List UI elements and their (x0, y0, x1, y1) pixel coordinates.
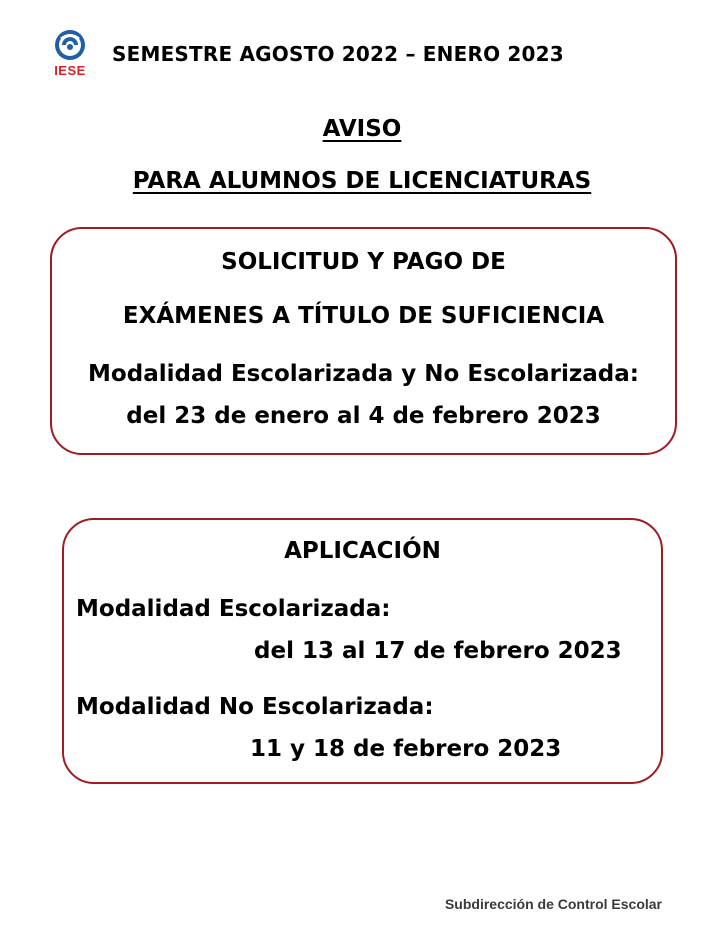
application-title: APLICACIÓN (284, 538, 441, 564)
request-modality: Modalidad Escolarizada y No Escolarizada: (88, 361, 639, 387)
nonschool-modality-label: Modalidad No Escolarizada: (76, 694, 434, 720)
request-line-1: SOLICITUD Y PAGO DE (221, 249, 506, 275)
iese-logo (46, 28, 94, 80)
notice-subheading: PARA ALUMNOS DE LICENCIATURAS (132, 168, 592, 194)
footer-department: Subdirección de Control Escolar (444, 896, 662, 912)
notice-heading: AVISO (322, 116, 402, 142)
application-box (62, 518, 663, 784)
nonschool-modality-dates: 11 y 18 de febrero 2023 (250, 736, 562, 762)
semester-title: SEMESTRE AGOSTO 2022 – ENERO 2023 (112, 42, 564, 66)
iese-logo-text: IESE (54, 63, 86, 78)
iese-emblem-icon (46, 28, 94, 64)
request-box (50, 227, 677, 455)
request-dates: del 23 de enero al 4 de febrero 2023 (126, 403, 601, 429)
school-modality-label: Modalidad Escolarizada: (76, 596, 391, 622)
school-modality-dates: del 13 al 17 de febrero 2023 (254, 638, 622, 664)
request-line-2: EXÁMENES A TÍTULO DE SUFICIENCIA (122, 303, 605, 329)
